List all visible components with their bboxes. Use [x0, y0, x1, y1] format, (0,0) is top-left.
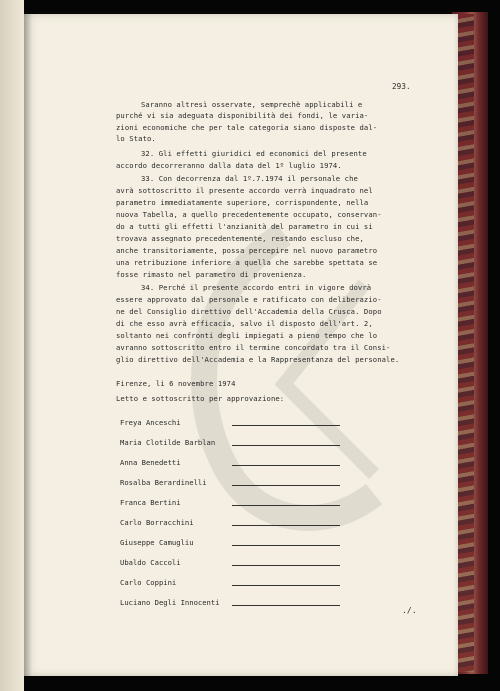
body-line: soltanto nei confronti degli impiegati a pieno tempo che lo: [116, 331, 378, 340]
body-line: 34. Perché il presente accordo entri in vigore dovrà: [141, 283, 372, 292]
signatory-name: Anna Benedetti: [120, 458, 181, 467]
place-date: Firenze, li 6 novembre 1974: [116, 379, 236, 388]
signatory-name: Maria Clotilde Barblan: [120, 438, 216, 447]
continuation-mark: ./.: [402, 606, 417, 615]
signatory-name: Freya Anceschi: [120, 418, 181, 427]
page-gutter-shadow: [24, 14, 32, 676]
body-line: una retribuzione inferiore a quella che sarebbe spettata se: [116, 258, 378, 267]
signatory-name: Carlo Borracchini: [120, 518, 194, 527]
body-line: 32. Gli effetti giuridici ed economici del presente: [141, 149, 367, 158]
page-number: 293.: [392, 82, 411, 91]
body-line: glio direttivo dell'Accademia e la Rappresentanza del personale.: [116, 355, 400, 364]
signature-line: [232, 425, 340, 426]
body-line: do a tutti gli effetti l'anzianità del parametro in cui si: [116, 222, 373, 231]
signatory-name: Giuseppe Camugliu: [120, 538, 194, 547]
signature-line: [232, 585, 340, 586]
body-line: avrà sottoscritto il presente accordo verrà inquadrato nel: [116, 186, 373, 195]
signatory-name: Carlo Coppini: [120, 578, 177, 587]
body-line: 33. Con decorrenza dal 1º.7.1974 il personale che: [141, 174, 358, 183]
document-page: [24, 14, 458, 676]
previous-page-edge: [0, 0, 24, 691]
signature-line: [232, 565, 340, 566]
body-line: essere approvato dal personale e ratificato con deliberazio-: [116, 295, 382, 304]
body-line: fosse rimasto nel parametro di provenienza.: [116, 270, 307, 279]
body-line: di che esso avrà efficacia, salvo il disposto dell'art. 2,: [116, 319, 373, 328]
signature-line: [232, 465, 340, 466]
signature-line: [232, 545, 340, 546]
body-line: lo Stato.: [116, 134, 156, 143]
signatory-name: Ubaldo Caccoli: [120, 558, 181, 567]
body-line: zioni economiche che per tale categoria siano disposte dal-: [116, 123, 378, 132]
signatory-name: Rosalba Berardinelli: [120, 478, 207, 487]
signature-line: [232, 485, 340, 486]
body-line: purché vi sia adeguata disponibilità dei fondi, le varia-: [116, 111, 369, 120]
approval-statement: Letto e sottoscritto per approvazione:: [116, 394, 285, 403]
marbled-endpaper: [458, 14, 474, 672]
body-line: trovava assegnato precedentemente, restando escluso che,: [116, 234, 364, 243]
body-line: nuova Tabella, a quello precedentemente occupato, conservan-: [116, 210, 382, 219]
body-line: ne del Consiglio direttivo dell'Accademia della Crusca. Dopo: [116, 307, 382, 316]
signature-line: [232, 505, 340, 506]
signatory-name: Franca Bertini: [120, 498, 181, 507]
signature-line: [232, 605, 340, 606]
signature-line: [232, 445, 340, 446]
body-line: avranno sottoscritto entro il termine concordato tra il Consi-: [116, 343, 391, 352]
body-line: parametro immediatamente superiore, corrispondente, nella: [116, 198, 369, 207]
signature-line: [232, 525, 340, 526]
body-line: anche transitoriamente, possa percepire nel nuovo parametro: [116, 246, 378, 255]
body-line: accordo decorreranno dalla data del 1º luglio 1974.: [116, 161, 342, 170]
signatory-name: Luciano Degli Innocenti: [120, 598, 220, 607]
body-line: Saranno altresì osservate, semprechè applicabili e: [141, 100, 363, 109]
